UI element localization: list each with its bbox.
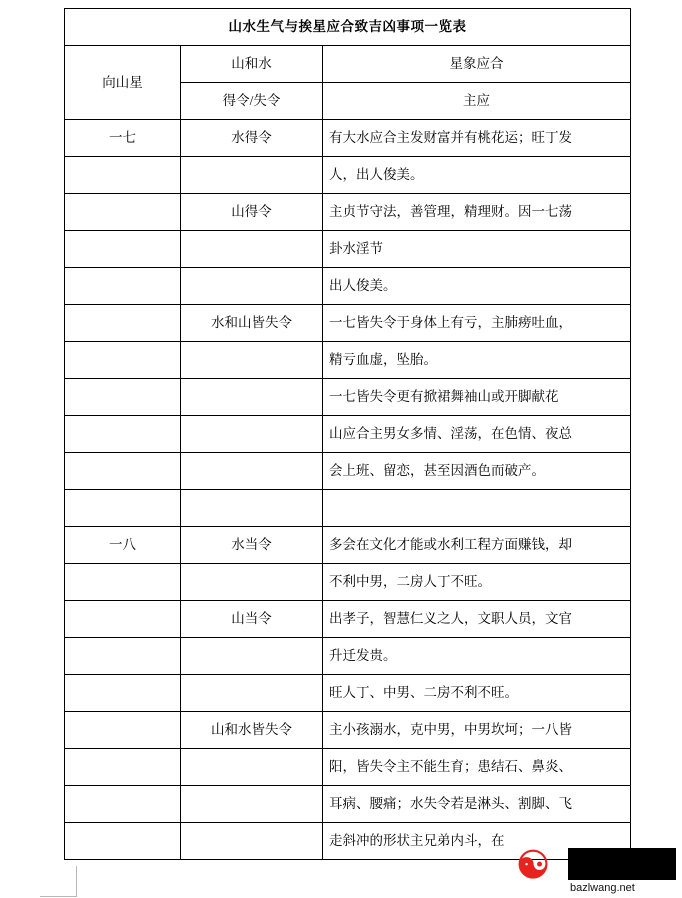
table-row: [65, 786, 631, 823]
cell-star: [65, 231, 181, 268]
cell-effect: 人，出人俊美。: [323, 157, 631, 194]
table-row: [65, 638, 631, 675]
cell-condition: [181, 786, 323, 823]
cell-effect: 出人俊美。: [323, 268, 631, 305]
cell-condition: 山和水皆失令: [181, 712, 323, 749]
table-row: [65, 268, 631, 305]
table-row-spacer: [65, 490, 631, 527]
table-row: [65, 416, 631, 453]
fengshui-table: [64, 8, 631, 860]
cell-effect: 升迁发贵。: [323, 638, 631, 675]
cell-condition: [181, 342, 323, 379]
cell-effect: 有大水应合主发财富并有桃花运；旺丁发: [323, 120, 631, 157]
table-row: [65, 675, 631, 712]
cell-effect: 卦水淫节: [323, 231, 631, 268]
cell-star: [65, 305, 181, 342]
cell-condition: [181, 416, 323, 453]
cell-effect: 耳病、腰痛；水失令若是淋头、割脚、飞: [323, 786, 631, 823]
header-col-b-top: 山和水: [181, 46, 323, 83]
watermark-redaction-bar: [568, 848, 676, 880]
yinyang-icon: ☯: [516, 845, 549, 887]
cell-condition: [181, 268, 323, 305]
cell-effect: 一七皆失令于身体上有亏，主肺痨吐血，: [323, 305, 631, 342]
cell-condition: 水和山皆失令: [181, 305, 323, 342]
cell-condition: [181, 823, 323, 860]
cell-star: [65, 342, 181, 379]
table-row: [65, 305, 631, 342]
cell-effect: 不利中男，二房人丁不旺。: [323, 564, 631, 601]
table-header-row-1: [65, 46, 631, 83]
cell-star: [65, 157, 181, 194]
table-row: [65, 379, 631, 416]
cell-star: [65, 490, 181, 527]
watermark-site-text: bazlwang.net: [570, 882, 635, 894]
cell-condition: 山得令: [181, 194, 323, 231]
cell-star: [65, 268, 181, 305]
table-row: [65, 194, 631, 231]
cell-condition: 山当令: [181, 601, 323, 638]
cell-star: [65, 749, 181, 786]
cell-star: [65, 712, 181, 749]
table-row: [65, 564, 631, 601]
header-col-a: 向山星: [65, 46, 181, 120]
cell-condition: [181, 675, 323, 712]
table-row: [65, 527, 631, 564]
cell-condition: [181, 379, 323, 416]
header-col-c-bottom: 主应: [323, 83, 631, 120]
cell-star: [65, 823, 181, 860]
table-row: [65, 601, 631, 638]
table-title-row: [65, 9, 631, 46]
table-row: [65, 231, 631, 268]
cell-condition: [181, 749, 323, 786]
cell-star: 一七: [65, 120, 181, 157]
cell-effect: 旺人丁、中男、二房不利不旺。: [323, 675, 631, 712]
cell-star: [65, 194, 181, 231]
cell-effect: 主小孩溺水，克中男，中男坎坷；一八皆: [323, 712, 631, 749]
cell-effect: 山应合主男女多情、淫荡，在色情、夜总: [323, 416, 631, 453]
cell-star: [65, 379, 181, 416]
table-row: [65, 453, 631, 490]
header-col-b-bottom: 得令/失令: [181, 83, 323, 120]
table-row: [65, 342, 631, 379]
cell-star: [65, 638, 181, 675]
watermark: [516, 844, 676, 896]
cell-effect: 出孝子，智慧仁义之人，文职人员，文官: [323, 601, 631, 638]
cell-star: [65, 453, 181, 490]
cell-star: [65, 786, 181, 823]
cell-star: [65, 601, 181, 638]
table-row: [65, 712, 631, 749]
table-row: [65, 120, 631, 157]
cell-effect: 阳，皆失令主不能生育；患结石、鼻炎、: [323, 749, 631, 786]
page-title: 山水生气与挨星应合致吉凶事项一览表: [65, 9, 631, 46]
cell-condition: [181, 638, 323, 675]
cell-star: [65, 675, 181, 712]
cell-effect: 主贞节守法，善管理，精理财。因一七荡: [323, 194, 631, 231]
cell-star: 一八: [65, 527, 181, 564]
cell-star: [65, 564, 181, 601]
cell-condition: 水得令: [181, 120, 323, 157]
page-corner-marker: [40, 866, 77, 897]
cell-condition: [181, 231, 323, 268]
cell-effect: 多会在文化才能或水利工程方面赚钱，却: [323, 527, 631, 564]
cell-effect: 一七皆失令更有掀裙舞袖山或开脚献花: [323, 379, 631, 416]
header-col-c-top: 星象应合: [323, 46, 631, 83]
cell-condition: [181, 157, 323, 194]
cell-effect: 会上班、留恋，甚至因酒色而破产。: [323, 453, 631, 490]
cell-effect: 精亏血虚，坠胎。: [323, 342, 631, 379]
cell-star: [65, 416, 181, 453]
table-row: [65, 749, 631, 786]
cell-condition: 水当令: [181, 527, 323, 564]
table-body: [65, 9, 631, 860]
table-row: [65, 157, 631, 194]
cell-condition: [181, 453, 323, 490]
cell-effect: [323, 490, 631, 527]
cell-condition: [181, 490, 323, 527]
cell-condition: [181, 564, 323, 601]
cell-effect: 走斜冲的形状主兄弟内斗，在: [323, 823, 631, 860]
